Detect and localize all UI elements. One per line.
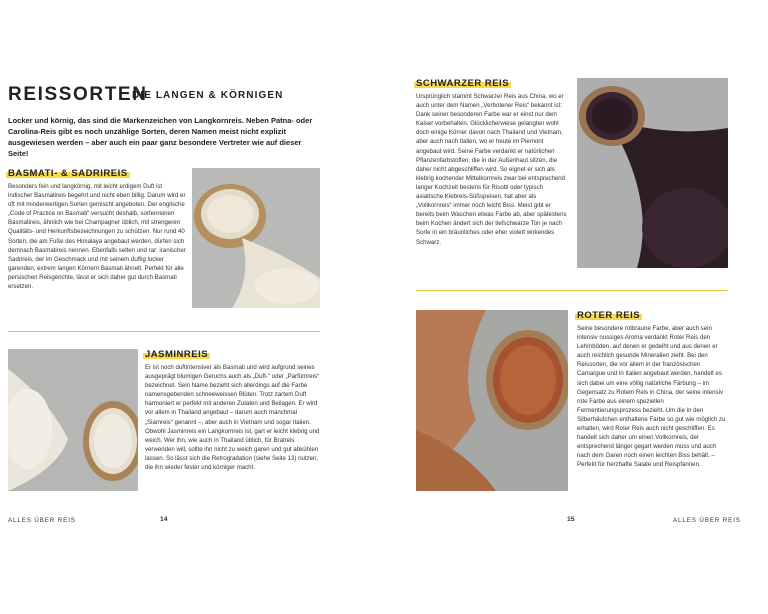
section-divider [8,331,320,332]
schwarz-text: Ursprünglich stammt Schwarzer Reis aus China, wo er auch unter dem Namen „Verbotener Reis“ bekannt ist: Dank seiner besonderen Farbe war er einst nur dem Kaiser vorbehalten. Glücklicherweise gelangten wohl doch einige Körner davon nach Thailand und Vietnam, aber auch nach Italien, wo er heute im Piemont angebaut wird. Seine Farbe verdankt er natürlichen Pflanzenfarbstoffen, die in der Außenhaut sitzen, die daher nicht abgeschliffen wird. So eignet er sich als klebrig kochender Mittelkornreis zwar bei entsprechend langer Kochzeit bestens für Risotti oder typisch asiatische Klebreis-Süßspeisen, hat aber als „Vollkornreis“ immer noch leicht Biss. Meist gibt er bereits beim Waschen etwas Farbe ab, aber spätestens beim Kochen ändert sich der tiefschwarze Ton je nach Sorte in ein bräunliches oder eher violett wirkendes Schwarz. [416,93,567,246]
schwarz-photo [577,78,728,268]
jasmin-heading [145,349,208,360]
footer-right: ALLES ÜBER REIS [673,517,741,524]
basmati-photo [192,168,320,308]
rot-heading-text: ROTER REIS [577,310,641,321]
page-title: REISSORTEN [8,84,148,105]
basmati-text: Besonders fein und langkörnig, mit leicht erdigem Duft ist indischer Basmatireis begehrt und nicht eben billig. Darum wird er oft mit minderwertigen Sorten gemischt angeboten. Der englische „Code of Practice on Basmati“ versucht deshalb, sortenreinen Basmatireis, ähnlich wie bei Champagner üblich, mit strengeren Qualitäts- und Herkunftsbezeichnungen zu schützen. Nur rund 40 Sorten, die am Fuße des Himalaya angebaut werden, dürfen sich demnach Basmatireis nennen. Ebenfalls selten und rar: iranischer Sadrireis, der im Geschmack und mit seinem duftig locker garenden, extrem langen Körnern Basmati ähnelt. Perfekt für alle persischen Reisgerichte, lässt er sich daher gut durch Basmati ersetzen. [8,183,186,291]
intro-paragraph: Locker und körnig, das sind die Markenzeichen von Langkornreis. Neben Patna- oder Carolina-Reis gibt es noch unzählige Sorten, deren Namen meist nicht explizit ausgewiesen werden – aber auch ein paar ganz besondere Vertreter wie auf dieser Seite! [8,116,313,158]
right-page [384,0,768,614]
page-number-right: 15 [567,516,575,523]
jasmin-heading-text: JASMINREIS [145,349,209,360]
jasmin-photo [8,349,138,491]
schwarz-heading-text: SCHWARZER REIS [416,78,510,89]
rot-heading [577,310,640,321]
schwarz-heading [416,78,509,89]
page-subtitle: DIE LANGEN & KÖRNIGEN [132,90,284,101]
section-divider-right [416,290,728,291]
jasmin-text: Er ist noch duftintensiver als Basmati und wird aufgrund seines ausgeprägt blumigen Geruchs auch als „Duft-“ oder „Parfümreis“ bezeichnet. Sein Name bezieht sich allerdings auf die Farbe namensgebenden schneeweissen Blüten. Trotz zartem Duft harmoniert er perfekt mit anderen Zutaten und Beilagen. Er wird vor allem in Thailand angebaut – darum auch manchmal „Siamreis“ genannt –, aber auch in Vietnam und sogar Italien. Obwohl Jasminreis ein Langkornreis ist, gart er leicht klebrig und weich. Wer ihn, wie auch in Thailand üblich, für Bratreis verwenden will, sollte ihn nicht zu weich garen und gut abkühlen lassen. So lässt sich die Retrogradation (siehe Seite 13) nutzen, die ihn wieder fester und körniger macht. [145,364,320,472]
footer-left: ALLES ÜBER REIS [8,517,76,524]
rot-text: Seine besondere rotbraune Farbe, aber auch sein intensiv nussiges Aroma verdankt Roter Reis den Lehmböden, auf denen er gedeiht und aus denen er auch reichlich gesunde Mineralien zieht. Bei den Reissorten, die vor allem in der französischen Camargue und in Italien angebaut werden, handelt es sich dabei um eine völlig natürliche Färbung – im Gegensatz zu Rotem Reis in China, der seine intensiv rote Farbe aus einem speziellen Fermentierungsprozess bezieht. Um die in den Silberhäutchen enthaltene Farbe so gut wie möglich zu erhalten, wird Roter Reis auch nicht geschliffen. Es handelt sich daher um einen Vollkornreis, der entsprechend länger gegart werden muss und auch nach dem Garen noch einen leichten Biss behält. – Perfekt für herzhafte Salate und Reispfannen. [577,325,726,469]
basmati-heading-text: BASMATI- & SADRIREIS [8,168,128,179]
basmati-heading [8,168,128,179]
page-number-left: 14 [160,516,168,523]
rot-photo [416,310,568,491]
